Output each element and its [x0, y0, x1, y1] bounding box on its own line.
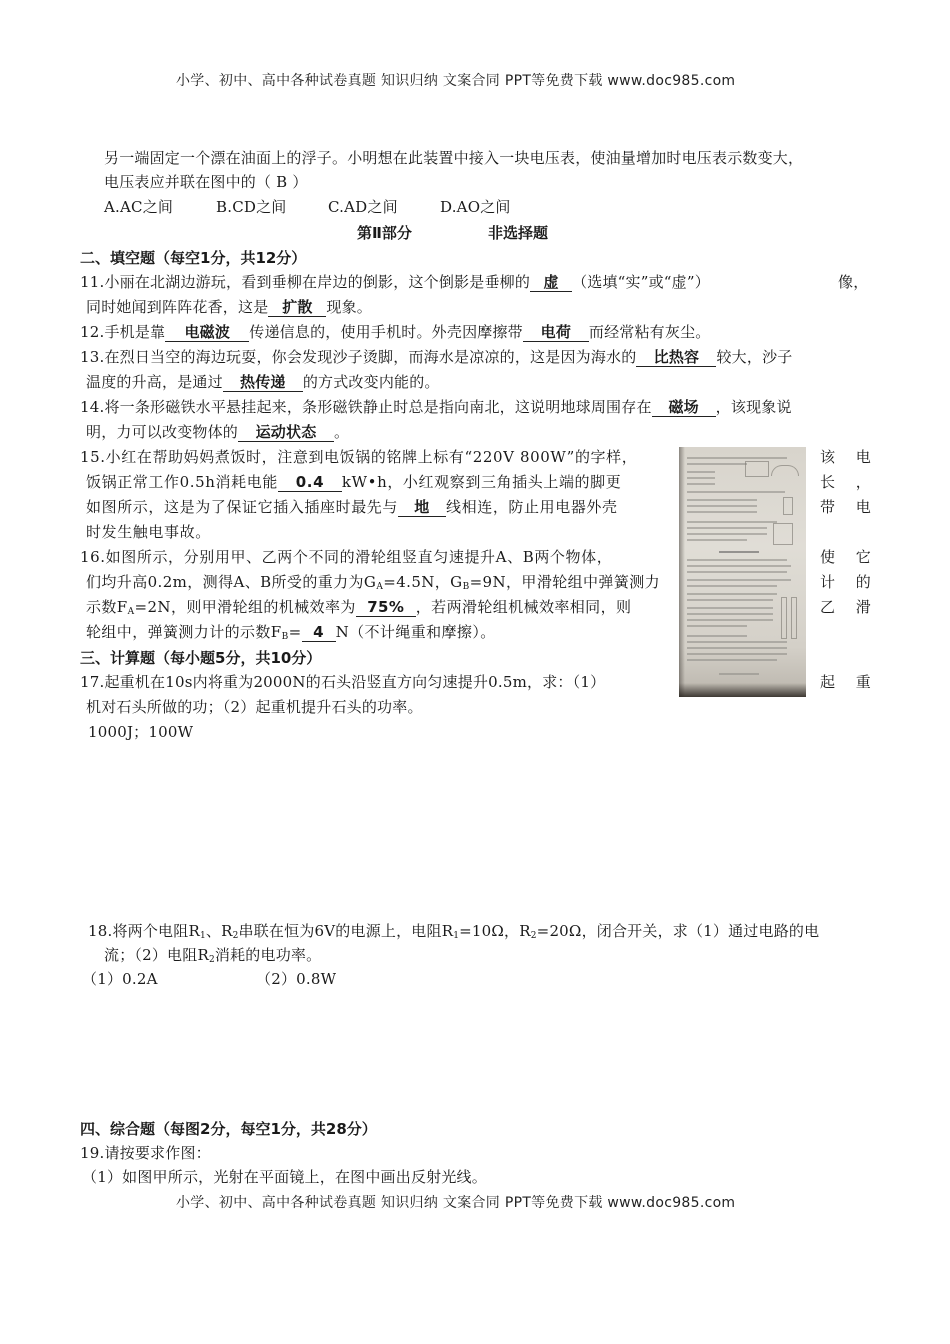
photo-oil-gauge-figure: [773, 523, 793, 545]
q11-text-3: 现象。: [326, 298, 373, 316]
photo-text-line: [687, 607, 773, 609]
part2-title-a: 第Ⅱ部分: [357, 224, 412, 242]
q16-text-9: N（不计绳重和摩擦）。: [335, 623, 496, 641]
photo-text-line: [687, 635, 747, 637]
q13-text-4: 的方式改变内能的。: [302, 373, 440, 391]
q15-text: 饭锅正常工作0.5h消耗电能: [86, 473, 278, 491]
q12-answer-1: 电磁波: [165, 324, 249, 342]
q10-option-a: A.AC之间: [104, 198, 174, 216]
q14-line1: [80, 397, 792, 417]
q16-text-5: =2N，则甲滑轮组的机械效率为: [134, 598, 356, 616]
q18-sub-4: 2: [530, 931, 537, 941]
q19-line2: （1）如图甲所示，光射在平面镜上，在图中画出反射光线。: [82, 1168, 487, 1186]
photo-text-line: [687, 625, 747, 627]
q16-text-6: ，若两滑轮组机械效率相同，则: [415, 598, 632, 616]
q16-sub-fa: A: [127, 607, 135, 617]
photo-text-line: [687, 641, 787, 643]
photo-text-line: [687, 527, 767, 529]
q16-answer-2: 4: [302, 624, 336, 642]
q15-text-2: kW•h，小红观察到三角插头上端的脚更: [341, 473, 622, 491]
photo-circuit-figure: [745, 461, 769, 477]
footer-banner: 小学、初中、高中各种试卷真题 知识归纳 文案合同 PPT等免费下载 www.doc985.com: [176, 1195, 736, 1211]
q15-line2-side: 长 ，: [820, 473, 879, 491]
q18-answer-1: （1）0.2A: [82, 970, 158, 988]
photo-text-line: [687, 491, 785, 493]
q11-hint: （选填“实”或“虚”）: [572, 273, 710, 291]
q13-text-2: 较大，沙子: [716, 348, 793, 366]
photo-text-line: [687, 539, 747, 541]
q16-line1: 16.如图所示，分别用甲、乙两个不同的滑轮组竖直匀速提升A、B两个物体，: [80, 548, 613, 566]
q12-text-2: 传递信息的，使用手机时。外壳因摩擦带: [249, 323, 523, 341]
q17-line2: 机对石头所做的功；（2）起重机提升石头的功率。: [86, 698, 423, 716]
q13-line1: [80, 347, 792, 367]
photo-text-line: [687, 653, 787, 655]
photo-page-footer: [719, 673, 759, 675]
q16-line2: [86, 572, 660, 597]
photo-text-line: [687, 585, 777, 587]
q16-text-4: 示数F: [86, 598, 128, 616]
q14-line2: [86, 422, 349, 442]
photo-text-line: [687, 559, 787, 561]
part2-title-b: 非选择题: [488, 224, 549, 242]
photo-text-line: [687, 619, 773, 621]
photo-text-line: [687, 471, 715, 473]
q13-answer-2: 热传递: [223, 374, 303, 392]
photo-text-line: [687, 599, 773, 601]
q13-answer-1: 比热容: [636, 349, 716, 367]
q10-option-c: C.AD之间: [328, 198, 398, 216]
section2-title: 二、填空题（每空1分，共12分）: [80, 249, 307, 267]
q18-text-7: 消耗的电功率。: [214, 946, 322, 964]
q19-line1: 19.请按要求作图：: [80, 1144, 211, 1162]
q15-answer-1: 0.4: [278, 474, 342, 492]
q16-text-2: =4.5N，G: [383, 573, 463, 591]
q18-answer-2: （2）0.8W: [256, 970, 337, 988]
header-banner: 小学、初中、高中各种试卷真题 知识归纳 文案合同 PPT等免费下载 www.doc985.com: [176, 73, 736, 89]
photo-part-title: [719, 551, 759, 553]
q16-line3-side: 乙 滑: [820, 598, 879, 616]
q11-line1-end: 像，: [838, 273, 869, 291]
q16-line1-side: 使 它: [820, 548, 879, 566]
q18-text-5: =20Ω，闭合开关，求（1）通过电路的电: [536, 922, 820, 940]
q15-line4: 时发生触电事故。: [86, 523, 211, 541]
q18-text-4: =10Ω，R: [459, 922, 531, 940]
q15-line3: [86, 497, 618, 517]
q15-text-4: 线相连，防止用电器外壳: [446, 498, 618, 516]
q18-text-6: 流；（2）电阻R: [104, 946, 209, 964]
q10-line2: 电压表应并联在图中的（ B ）: [104, 173, 308, 191]
q11-line1: [80, 272, 710, 292]
q15-line1-side: 该 电: [820, 448, 879, 466]
photo-text-line: [687, 533, 767, 535]
q11-text: 11.小丽在北湖边游玩，看到垂柳在岸边的倒影，这个倒影是垂柳的: [80, 273, 531, 291]
photo-text-line: [687, 521, 777, 523]
q18-sub-3: 1: [453, 931, 460, 941]
section3-title: 三、计算题（每小题5分，共10分）: [80, 649, 322, 667]
q15-line1: 15.小红在帮助妈妈煮饭时，注意到电饭锅的铭牌上标有“220V 800W”的字样，: [80, 448, 638, 466]
q18-sub-1: 1: [199, 931, 206, 941]
q12-line: [80, 322, 710, 342]
q13-line2: [86, 372, 440, 392]
q14-text-2: ，该现象说: [715, 398, 792, 416]
q17-line1: 17.起重机在10s内将重为2000N的石头沿竖直方向匀速提升0.5m，求：（1）: [80, 673, 606, 691]
photo-text-line: [687, 659, 777, 661]
q14-text: 14.将一条形磁铁水平悬挂起来，条形磁铁静止时总是指向南北，这说明地球周围存在: [80, 398, 652, 416]
photo-text-line: [687, 593, 777, 595]
photo-shadow-bottom: [679, 683, 806, 697]
q12-answer-2: 电荷: [523, 324, 589, 342]
q18-text-2: 、R: [205, 922, 233, 940]
q14-text-4: 。: [334, 423, 350, 441]
q16-line3: [86, 597, 631, 622]
photo-text-line: [687, 511, 757, 513]
q16-text-8: =: [288, 623, 302, 641]
q11-answer-2: 扩散: [268, 299, 326, 317]
q13-text: 13.在烈日当空的海边玩耍，你会发现沙子烫脚，而海水是凉凉的，这是因为海水的: [80, 348, 637, 366]
photo-text-line: [687, 571, 787, 573]
q16-sub-fb: B: [281, 632, 289, 642]
q10-line1: 另一端固定一个漂在油面上的浮子。小明想在此装置中接入一块电压表，使油量增加时电压表示数变大，: [104, 149, 804, 167]
q16-line4: [86, 622, 496, 647]
q16-line2-side: 计 的: [820, 573, 879, 591]
q12-text-3: 而经常粘有灰尘。: [588, 323, 711, 341]
q15-line2: [86, 472, 621, 492]
photo-text-line: [687, 483, 715, 485]
q17-line1-side: 起 重: [820, 673, 879, 691]
q10-option-d: D.AO之间: [440, 198, 511, 216]
photo-text-line: [687, 499, 757, 501]
photo-text-line: [687, 477, 715, 479]
q16-sub-a: A: [376, 582, 384, 592]
q13-text-3: 温度的升高，是通过: [86, 373, 223, 391]
q16-text-3: =9N，甲滑轮组中弹簧测力: [469, 573, 661, 591]
photo-meter-figure: [771, 465, 799, 476]
photo-pulley-figure: [791, 597, 797, 639]
photo-text-line: [687, 613, 773, 615]
q17-answer: 1000J；100W: [88, 723, 194, 741]
photo-beaker-figure: [783, 497, 793, 515]
q16-sub-b: B: [462, 582, 470, 592]
q18-text-3: 串联在恒为6V的电源上，电阻R: [238, 922, 454, 940]
q18-line1: [88, 921, 819, 946]
photo-pulley-figure: [781, 597, 787, 639]
photo-text-line: [687, 565, 791, 567]
q18-text: 18.将两个电阻R: [88, 922, 200, 940]
q18-sub-2: 2: [232, 931, 239, 941]
q15-text-3: 如图所示，这是为了保证它插入插座时最先与: [86, 498, 399, 516]
q16-text-7: 轮组中，弹簧测力计的示数F: [86, 623, 282, 641]
q15-line3-side: 带 电: [820, 498, 879, 516]
q18-sub-5: 2: [208, 955, 215, 965]
q14-answer-1: 磁场: [652, 399, 716, 417]
photo-shadow: [679, 447, 685, 697]
q11-text-2: 同时她闻到阵阵花香，这是: [86, 298, 269, 316]
scanned-exam-photo: [679, 447, 806, 697]
q11-answer-1: 虚: [530, 274, 572, 292]
q15-answer-2: 地: [398, 499, 446, 517]
photo-text-line: [687, 579, 791, 581]
q16-answer-1: 75%: [356, 599, 416, 617]
q12-text: 12.手机是靠: [80, 323, 166, 341]
photo-text-line: [687, 463, 747, 465]
photo-text-line: [687, 457, 787, 459]
q10-option-b: B.CD之间: [216, 198, 287, 216]
q16-text: 们均升高0.2m，测得A、B所受的重力为G: [86, 573, 377, 591]
photo-text-line: [687, 505, 757, 507]
photo-text-line: [687, 647, 787, 649]
q14-answer-2: 运动状态: [238, 424, 334, 442]
q18-line2: [104, 945, 321, 970]
section4-title: 四、综合题（每图2分，每空1分，共28分）: [80, 1120, 377, 1138]
q11-line2: [86, 297, 372, 317]
q14-text-3: 明，力可以改变物体的: [86, 423, 239, 441]
